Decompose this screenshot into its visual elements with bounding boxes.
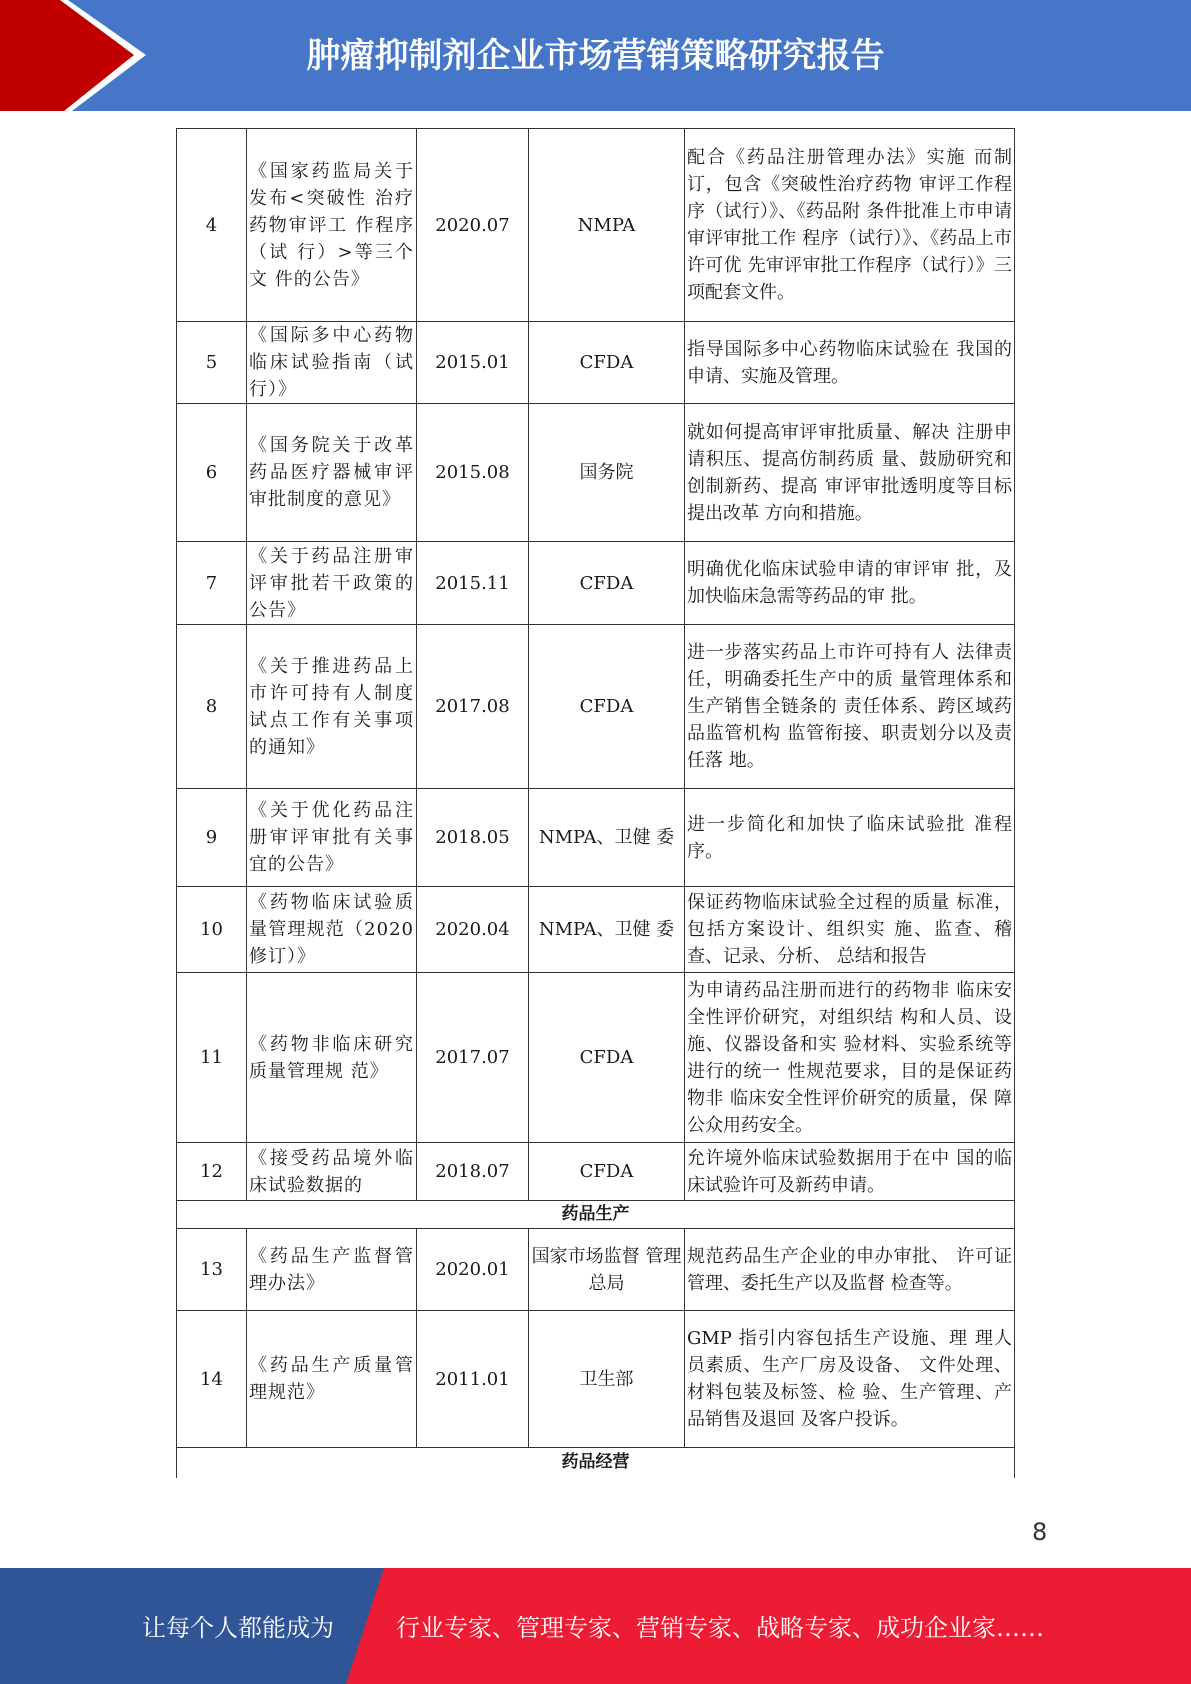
issuing-authority: 卫生部 (529, 1311, 685, 1448)
policy-name: 《国务院关于改革药品医疗器械审评审批制度的意见》 (247, 404, 417, 542)
row-number: 4 (177, 129, 247, 322)
table-row (177, 322, 1015, 404)
row-number: 10 (177, 887, 247, 973)
page-number: 8 (1032, 1518, 1048, 1546)
table-row (177, 887, 1015, 973)
issue-date: 2020.04 (417, 887, 529, 973)
table-row (177, 1143, 1015, 1201)
footer-slogan-right: 行业专家、管理专家、营销专家、战略专家、成功企业家…… (396, 1614, 1044, 1642)
table-row (177, 542, 1015, 625)
row-number: 12 (177, 1143, 247, 1201)
issuing-authority: 国家市场监督 管理总局 (529, 1229, 685, 1311)
policy-name: 《关于优化药品注册审评审批有关事宜的公告》 (247, 789, 417, 887)
policy-description: 保证药物临床试验全过程的质量 标准，包括方案设计、组织实 施、监查、稽查、记录、分析、 总结和报告 (685, 887, 1015, 973)
row-number: 7 (177, 542, 247, 625)
policy-name: 《药品生产质量管理规范》 (247, 1311, 417, 1448)
issue-date: 2011.01 (417, 1311, 529, 1448)
policy-table-wrapper (176, 128, 1015, 1478)
issuing-authority: CFDA (529, 625, 685, 789)
issue-date: 2020.07 (417, 129, 529, 322)
policy-name: 《药物临床试验质量管理规范（2020 修订）》 (247, 887, 417, 973)
policy-name: 《药品生产监督管理办法》 (247, 1229, 417, 1311)
policy-name: 《国际多中心药物临床试验指南（试行）》 (247, 322, 417, 404)
issue-date: 2017.07 (417, 973, 529, 1143)
policy-description: 配合《药品注册管理办法》实施 而制订，包含《突破性治疗药物 审评工作程序（试行）》、《药品附 条件批准上市申请审评审批工作 程序（试行）》、《药品上市许可优 先审评审批工作程序（试行）》三 项配套文件。 (685, 129, 1015, 322)
table-row (177, 1229, 1015, 1311)
policy-name: 《关于药品注册审评审批若干政策的公告》 (247, 542, 417, 625)
section-row (177, 1448, 1015, 1478)
policy-name: 《药物非临床研究质量管理规 范》 (247, 973, 417, 1143)
section-heading: 药品经营 (177, 1448, 1015, 1478)
section-heading: 药品生产 (177, 1201, 1015, 1229)
table-row (177, 129, 1015, 322)
row-number: 14 (177, 1311, 247, 1448)
issuing-authority: CFDA (529, 973, 685, 1143)
row-number: 5 (177, 322, 247, 404)
table-row (177, 789, 1015, 887)
row-number: 11 (177, 973, 247, 1143)
section-row (177, 1201, 1015, 1229)
issue-date: 2015.11 (417, 542, 529, 625)
issue-date: 2017.08 (417, 625, 529, 789)
header-banner (0, 0, 1191, 111)
issue-date: 2020.01 (417, 1229, 529, 1311)
row-number: 9 (177, 789, 247, 887)
issuing-authority: CFDA (529, 1143, 685, 1201)
row-number: 6 (177, 404, 247, 542)
policy-table (176, 128, 1015, 1478)
table-row (177, 973, 1015, 1143)
policy-description: 指导国际多中心药物临床试验在 我国的申请、实施及管理。 (685, 322, 1015, 404)
issue-date: 2015.01 (417, 322, 529, 404)
policy-description: 允许境外临床试验数据用于在中 国的临床试验许可及新药申请。 (685, 1143, 1015, 1201)
report-title: 肿瘤抑制剂企业市场营销策略研究报告 (306, 36, 885, 76)
row-number: 13 (177, 1229, 247, 1311)
table-row (177, 625, 1015, 789)
issuing-authority: 国务院 (529, 404, 685, 542)
policy-description: 明确优化临床试验申请的审评审 批，及加快临床急需等药品的审 批。 (685, 542, 1015, 625)
policy-name: 《接受药品境外临床试验数据的 (247, 1143, 417, 1201)
table-row (177, 404, 1015, 542)
table-row (177, 1311, 1015, 1448)
policy-name: 《关于推进药品上市许可持有人制度试点工作有关事项的通知》 (247, 625, 417, 789)
issuing-authority: CFDA (529, 542, 685, 625)
issue-date: 2018.05 (417, 789, 529, 887)
policy-description: 就如何提高审评审批质量、解决 注册申请积压、提高仿制药质 量、鼓励研究和创制新药、提高 审评审批透明度等目标提出改革 方向和措施。 (685, 404, 1015, 542)
issue-date: 2018.07 (417, 1143, 529, 1201)
policy-description: 进一步落实药品上市许可持有人 法律责任，明确委托生产中的质 量管理体系和生产销售全链条的 责任体系、跨区域药品监管机构 监管衔接、职责划分以及责任落 地。 (685, 625, 1015, 789)
policy-description: 进一步简化和加快了临床试验批 准程序。 (685, 789, 1015, 887)
issuing-authority: NMPA、卫健 委 (529, 887, 685, 973)
issue-date: 2015.08 (417, 404, 529, 542)
policy-name: 《国家药监局关于发布<突破性 治疗药物审评工 作程序（试 行）>等三个文 件的公告》 (247, 129, 417, 322)
issuing-authority: NMPA、卫健 委 (529, 789, 685, 887)
issuing-authority: NMPA (529, 129, 685, 322)
issuing-authority: CFDA (529, 322, 685, 404)
footer-slogan-left: 让每个人都能成为 (142, 1614, 334, 1642)
policy-description: 规范药品生产企业的申办审批、 许可证管理、委托生产以及监督 检查等。 (685, 1229, 1015, 1311)
policy-description: 为申请药品注册而进行的药物非 临床安全性评价研究，对组织结 构和人员、设施、仪器设备和实 验材料、实验系统等进行的统一 性规范要求，目的是保证药物非 临床安全性评价研究的质量，保 障公众用药安全。 (685, 973, 1015, 1143)
policy-description: GMP 指引内容包括生产设施、理 理人员素质、生产厂房及设备、 文件处理、材料包装及标签、检 验、生产管理、产品销售及退回 及客户投诉。 (685, 1311, 1015, 1448)
footer-banner (0, 1568, 1191, 1684)
row-number: 8 (177, 625, 247, 789)
